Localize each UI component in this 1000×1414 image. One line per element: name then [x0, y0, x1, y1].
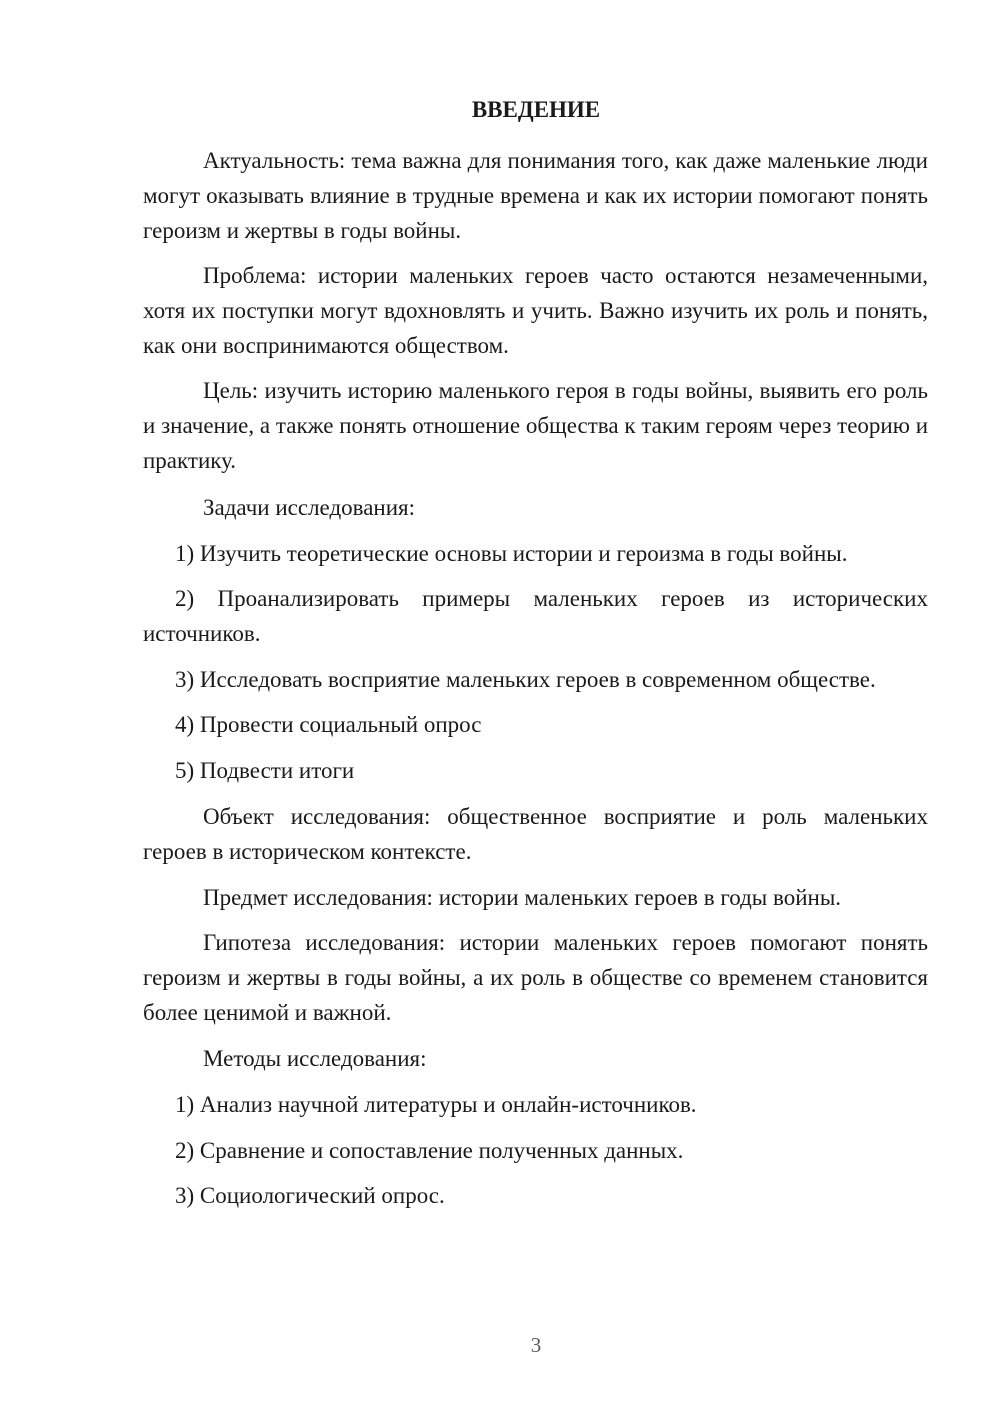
problem-paragraph: Проблема: истории маленьких героев часто остаются незамеченными, хотя их поступки могут вдохновлять и учить. Важно изучить их роль и понять, как они воспринимаются обществом.: [143, 263, 928, 358]
relevance-paragraph: Актуальность: тема важна для понимания того, как даже маленькие люди могут оказывать влияние в трудные времена и как их истории помогают понять героизм и жертвы в годы войны.: [143, 148, 928, 243]
section-heading: ВВЕДЕНИЕ: [471, 97, 601, 122]
tasks-heading: Задачи исследования:: [203, 495, 416, 520]
task-item-3: 3) Исследовать восприятие маленьких героев в современном обществе.: [175, 667, 876, 692]
hypothesis-paragraph: Гипотеза исследования: истории маленьких героев помогают понять героизм и жертвы в годы войны, а их роль в обществе со временем становится более ценимой и важной.: [143, 930, 928, 1025]
task-item-4: 4) Провести социальный опрос: [175, 712, 482, 737]
subject-paragraph: Предмет исследования: истории маленьких героев в годы войны.: [203, 885, 842, 910]
methods-heading: Методы исследования:: [203, 1046, 427, 1071]
task-item-2: 2) Проанализировать примеры маленьких героев из исторических источников.: [143, 586, 928, 646]
page-number: 3: [530, 1333, 542, 1357]
task-item-5: 5) Подвести итоги: [175, 758, 355, 783]
goal-paragraph: Цель: изучить историю маленького героя в годы войны, выявить его роль и значение, а также понять отношение общества к таким героям через теорию и практику.: [143, 378, 928, 473]
task-item-1: 1) Изучить теоретические основы истории и героизма в годы войны.: [175, 541, 848, 566]
method-item-1: 1) Анализ научной литературы и онлайн-источников.: [175, 1092, 697, 1117]
method-item-2: 2) Сравнение и сопоставление полученных данных.: [175, 1138, 684, 1163]
method-item-3: 3) Социологический опрос.: [175, 1183, 445, 1208]
object-paragraph: Объект исследования: общественное восприятие и роль маленьких героев в историческом контексте.: [143, 804, 928, 864]
